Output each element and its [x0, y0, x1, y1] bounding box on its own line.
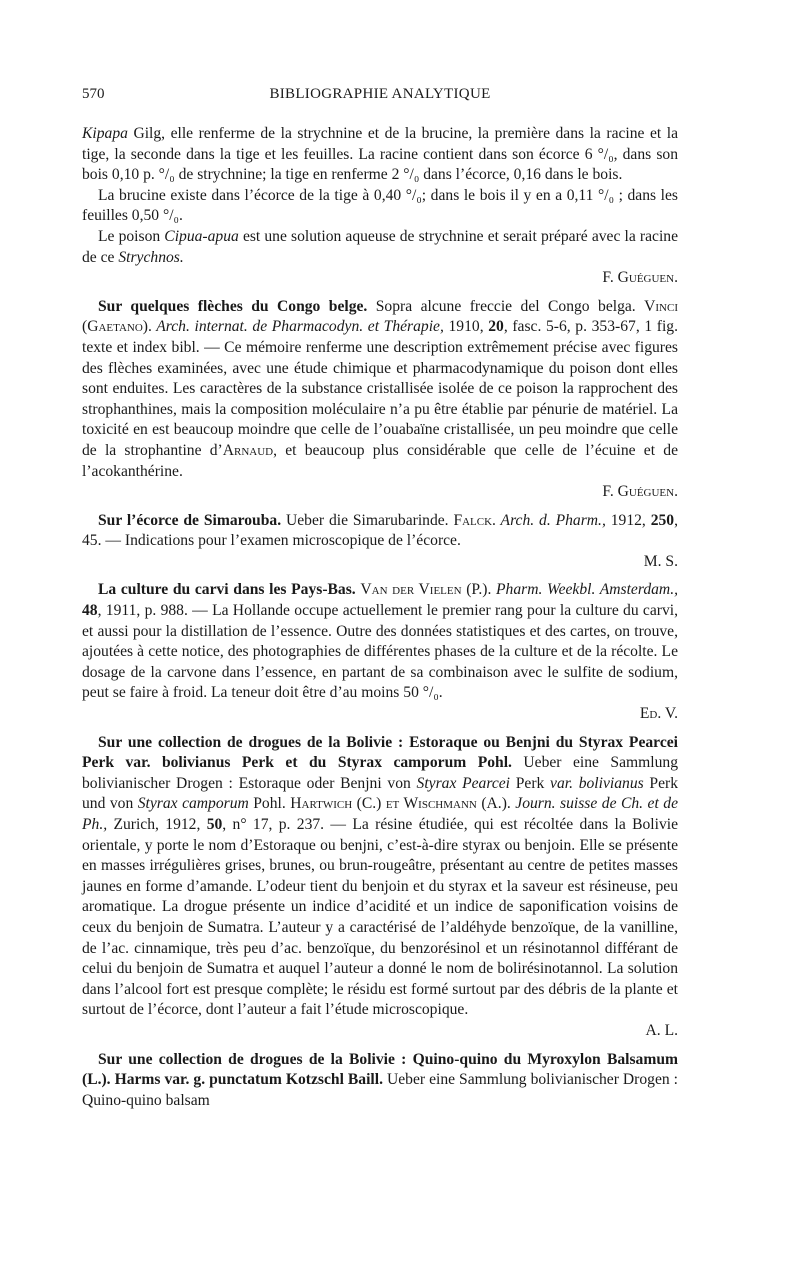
entry-bolivia-quino — [82, 1050, 678, 1112]
entry-title: Sur une collection de drogues de la Bolivie : Estoraque ou Benjni du Styrax Pearcei Perk var. bolivianus Perk et du Styrax camporum Pohl. — [82, 733, 678, 772]
entry-author: Van der Vielen (P.). — [360, 581, 492, 599]
continued-paragraph — [82, 124, 678, 186]
entry-text: Sopra alcune freccie del Congo belga. — [367, 297, 645, 315]
entry-journal: Arch. internat. de Pharmacodyn. et Thérapie, — [151, 318, 444, 336]
entry-title: Sur une collection de drogues de la Bolivie : Quino-quino du Myroxylon Balsamum (L.). Harms var. g. punctatum Kotzschl Baill. — [82, 1050, 678, 1089]
entry-volume: 250 — [650, 511, 675, 529]
page-body — [82, 124, 678, 1111]
signature: F. Guéguen. — [602, 269, 678, 287]
entry-text: , et beaucoup plus considérable que celle de l’écuine et de l’acokanthérine. — [82, 441, 678, 480]
poison-paragraph — [82, 227, 678, 289]
entry-text: Perk und von — [82, 774, 678, 813]
entry-bolivia-styrax — [82, 733, 678, 1042]
entry-volume: 50 — [206, 816, 223, 833]
entry-text: Ueber die Simarubarinde. — [281, 511, 454, 529]
signature: M. S. — [643, 552, 678, 570]
entry-text: , fasc. 5-6, p. 353-67, 1 fig. texte et index bibl. — Ce mémoire renferme une description extrêmement précise avec figures des flèches examinées, avec une étude chimique et pharmacodynamique du poison dont elles sont enduites. Les caractères de la substance cristallisée isolée de ce poison la rapprochent des strophanthines, mais la composition moléculaire n’a pu être établie par pénurie de matériel. La toxicité en est beaucoup moindre que celle de l’ouabaïne cristallisée, un peu moindre que celle de la strophantine d’ — [82, 318, 678, 459]
species-name: Styrax camporum — [137, 795, 249, 813]
entry-author: Hartwich (C.) et Wischmann (A.). — [290, 795, 511, 813]
signature: A. L. — [645, 1021, 678, 1039]
entry-text: Pohl. — [248, 795, 291, 813]
entry-text: , n° 17, p. 237. — La résine étudiée, qui est récoltée dans la Bolivie orientale, y porte le nom d’Estoraque ou benjni, c’est-à-dire styrax ou benjoin. Elle se présente en masses irrégulières grises, brunes, ou brun-rougeâtre, présentant au centre de petites masses jaunes en forme d’amande. L’odeur tient du benjoin et du styrax et la saveur est résineuse, peu aromatique. La drogue présente un indice d’acidité et un indice de saponification voisins de ceux du benjoin de Sumatra. L’auteur y a caractérisé de l’aldéhyde benzoïque, de la vanilline, de l’ac. cinnamique, très peu d’ac. benzoïque, du benzorésinol et un résinotannol différant de celui du benjoin de Sumatra et auquel l’auteur a donné le nom de bolirésinotannol. La solution dans l’alcool fort est presque complète; le résidu est formé surtout par des débris de la plante et surtout de l’écorce, dont l’auteur a fait l’étude microscopique. — [82, 816, 678, 1019]
running-title: BIBLIOGRAPHIE ANALYTIQUE — [269, 86, 491, 102]
entry-text: Ueber eine Sammlung bolivianischer Drogen : Quino-quino balsam — [82, 1071, 678, 1109]
entry-text: , 45. — Indications pour l’examen microscopique de l’écorce. — [82, 511, 678, 550]
entry-title: Sur l’écorce de Simarouba. — [98, 511, 282, 529]
entry-text: Ueber eine Sammlung bolivianischer Drogen : Estoraque oder Benjni von — [82, 754, 678, 792]
entry-carvi — [82, 580, 678, 724]
genus-name: Strychnos. — [118, 248, 184, 266]
entry-journal: Pharm. Weekbl. Amsterdam., — [491, 581, 678, 599]
variety-name: var. bolivianus — [550, 774, 644, 792]
brucine-paragraph — [82, 186, 678, 227]
page-header — [82, 86, 678, 108]
signature: F. Guéguen. — [602, 483, 678, 501]
cited-author: Arnaud — [222, 441, 274, 459]
paragraph-text: est une solution aqueuse de strychnine et serait préparé avec la racine de ce — [82, 227, 678, 266]
entry-text: Zurich, 1912, — [107, 816, 207, 833]
entry-journal: Arch. d. Pharm., — [495, 511, 606, 529]
entry-text: 1912, — [605, 511, 651, 529]
genus-name: Kipapa — [82, 125, 128, 142]
entry-journal: Journ. suisse de Ch. et de Ph., — [82, 795, 679, 833]
entry-author: Vinci (Gaetano). — [82, 297, 678, 336]
poison-name: Cipua-apua — [164, 227, 239, 245]
paragraph-text: La brucine existe dans l’écorce de la tige à 0,40 °/₀; dans le bois il y en a 0,11 °/₀ ; dans les feuilles 0,50 °/₀. — [82, 186, 678, 225]
entry-author: Falck. — [453, 511, 496, 529]
entry-simarouba — [82, 511, 678, 573]
species-name: Styrax Pearcei — [416, 774, 510, 792]
entry-congo-arrows — [82, 297, 678, 503]
entry-text: 1910, — [443, 318, 489, 336]
entry-text: , 1911, p. 988. — La Hollande occupe actuellement le premier rang pour la culture du carvi, et aussi pour la distillation de l’essence. Outre des données statistiques et des cartes, on trouve, ajoutées à cette notice, des photographies de différentes phases de la culture et de la récolte. Le dosage de la carvone dans l’essence, en partant de sa combinaison avec le sulfite de sodium, peut se faire à froid. La teneur doit être d’au moins 50 °/₀. — [82, 602, 678, 702]
page-number: 570 — [82, 86, 105, 102]
paragraph-text: Gilg, elle renferme de la strychnine et de la brucine, la première dans la racine et la tige, la seconde dans la tige et les feuilles. La racine contient dans son écorce 6 °/₀, dans son bois 0,10 p. °/₀ de strychnine; la tige en renferme 2 °/₀ dans l’écorce, 0,16 dans le bois. — [82, 125, 678, 184]
entry-volume: 48 — [82, 602, 98, 620]
entry-text: Perk — [510, 774, 551, 792]
signature: Ed. V. — [639, 705, 678, 723]
paragraph-text: Le poison — [98, 227, 165, 245]
entry-title: Sur quelques flèches du Congo belge. — [98, 297, 368, 315]
entry-volume: 20 — [488, 318, 504, 336]
document-page — [82, 86, 678, 1111]
entry-title: La culture du carvi dans les Pays-Bas. — [98, 581, 356, 599]
